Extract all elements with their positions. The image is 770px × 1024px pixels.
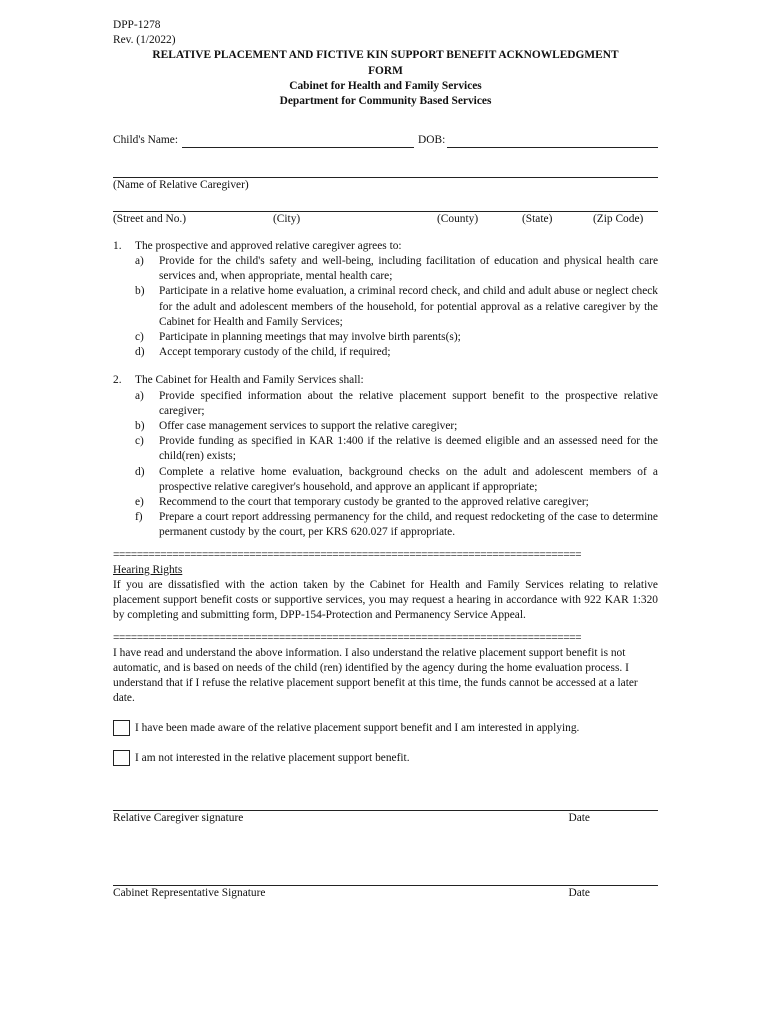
cabinet-signature-row [113, 886, 658, 901]
list-letter: c) [135, 331, 144, 344]
list-text: Complete a relative home evaluation, background checks on the adult and adolescent members of a prospective relative caregiver's household, and approve an applicant if appropriate; [159, 465, 658, 493]
list-text: Prepare a court report addressing permanency for the child, and request redocketing of the case to determine permanent custody by the court, per KRS 620.027 if appropriate. [159, 511, 658, 539]
dob-label: DOB: [418, 134, 446, 147]
state-label: (State) [522, 212, 553, 225]
section-number: 2. [113, 374, 122, 387]
caregiver-date-label: Date [568, 812, 590, 825]
list-letter: f) [135, 511, 143, 524]
list-item [135, 389, 658, 419]
list-text: Offer case management services to support the relative caregiver; [159, 420, 458, 433]
list-item [135, 465, 658, 495]
not-interested-label: I am not interested in the relative placement support benefit. [135, 751, 410, 764]
child-name-field[interactable] [182, 133, 414, 148]
relative-caregiver-label: (Name of Relative Caregiver) [113, 179, 249, 192]
list-text: Provide for the child's safety and well-being, including facilitation of education and physical health care services and, when appropriate, mental health care; [159, 255, 658, 283]
caregiver-signature-label: Relative Caregiver signature [113, 812, 244, 825]
zip-label: (Zip Code) [593, 212, 644, 225]
list-letter: d) [135, 465, 145, 478]
list-item [135, 330, 658, 345]
list-letter: a) [135, 255, 144, 268]
list-text: Recommend to the court that temporary custody be granted to the approved relative caregiver; [159, 496, 589, 509]
hearing-rights-heading: Hearing Rights [113, 563, 183, 576]
county-label: (County) [437, 212, 479, 225]
city-label: (City) [273, 212, 301, 225]
list-letter: e) [135, 496, 144, 509]
section-number: 1. [113, 239, 122, 252]
caregiver-signature-row [113, 811, 658, 826]
list-item [135, 495, 658, 510]
list-letter: b) [135, 285, 145, 298]
list-letter: a) [135, 389, 144, 402]
form-title-line1: RELATIVE PLACEMENT AND FICTIVE KIN SUPPORT BENEFIT ACKNOWLEDGMENT [152, 49, 619, 62]
agency-name: Cabinet for Health and Family Services [289, 79, 482, 92]
separator-line: =============================================================================== [113, 548, 581, 561]
interested-label: I have been made aware of the relative placement support benefit and I am interested in applying. [135, 721, 580, 734]
list-item [135, 434, 658, 464]
interested-checkbox[interactable] [113, 720, 130, 736]
form-title-line2: FORM [368, 64, 403, 77]
list-text: Provide specified information about the relative placement support benefit to the prospective relative caregiver; [159, 389, 658, 417]
list-text: Accept temporary custody of the child, if required; [159, 346, 391, 359]
relative-caregiver-field[interactable] [113, 163, 658, 178]
cabinet-signature-label: Cabinet Representative Signature [113, 886, 266, 899]
child-info-row [113, 133, 658, 148]
section-intro: The prospective and approved relative caregiver agrees to: [135, 239, 402, 252]
caregiver-signature-line[interactable] [113, 796, 658, 811]
department-name: Department for Community Based Services [279, 95, 492, 108]
section-caregiver-agrees [113, 239, 658, 361]
interested-option[interactable] [113, 720, 658, 736]
hearing-rights-text: If you are dissatisfied with the action taken by the Cabinet for Health and Family Services relating to relative placement support benefit costs or supportive services, you may request a hearing in accordance with 922 KAR 1:320 by completing and submitting form, DPP-154-Protection and Permanency Service Appeal. [113, 578, 658, 622]
list-text: Provide funding as specified in KAR 1:400 if the relative is deemed eligible and an assessed need for the child(ren) exists; [159, 435, 658, 463]
acknowledgment-text: I have read and understand the above information. I also understand the relative placement support benefit is not automatic, and is based on needs of the child (ren) identified by the agency during the home evaluation process. I understand that if I refuse the relative placement support benefit at this time, the funds cannot be accessed at a later date. [113, 646, 638, 705]
cabinet-date-label: Date [568, 886, 590, 899]
street-label: (Street and No.) [113, 212, 187, 225]
list-letter: d) [135, 346, 145, 359]
dob-field[interactable] [447, 133, 658, 148]
section-cabinet-shall [113, 373, 658, 540]
list-item [135, 419, 658, 434]
list-item [135, 510, 658, 540]
cabinet-signature-line[interactable] [113, 871, 658, 886]
address-field[interactable] [113, 197, 658, 212]
list-text: Participate in a relative home evaluation, a criminal record check, and child and adult abuse or neglect check for the adult and adolescent members of the household, for potential approval as a relative caregiver by the Cabinet for Health and Family Services; [159, 285, 658, 328]
list-item [135, 345, 658, 360]
list-item [135, 284, 658, 330]
separator-line: =============================================================================== [113, 631, 581, 644]
form-document [113, 18, 658, 901]
list-item [135, 254, 658, 284]
list-letter: c) [135, 435, 144, 448]
list-text: Participate in planning meetings that may involve birth parents(s); [159, 331, 461, 344]
child-name-label: Child's Name: [113, 134, 179, 147]
section-intro: The Cabinet for Health and Family Services shall: [135, 374, 364, 387]
form-revision: Rev. (1/2022) [113, 34, 176, 47]
address-captions [113, 212, 658, 227]
form-id: DPP-1278 [113, 19, 161, 31]
not-interested-option[interactable] [113, 750, 658, 766]
not-interested-checkbox[interactable] [113, 750, 130, 766]
list-letter: b) [135, 420, 145, 433]
